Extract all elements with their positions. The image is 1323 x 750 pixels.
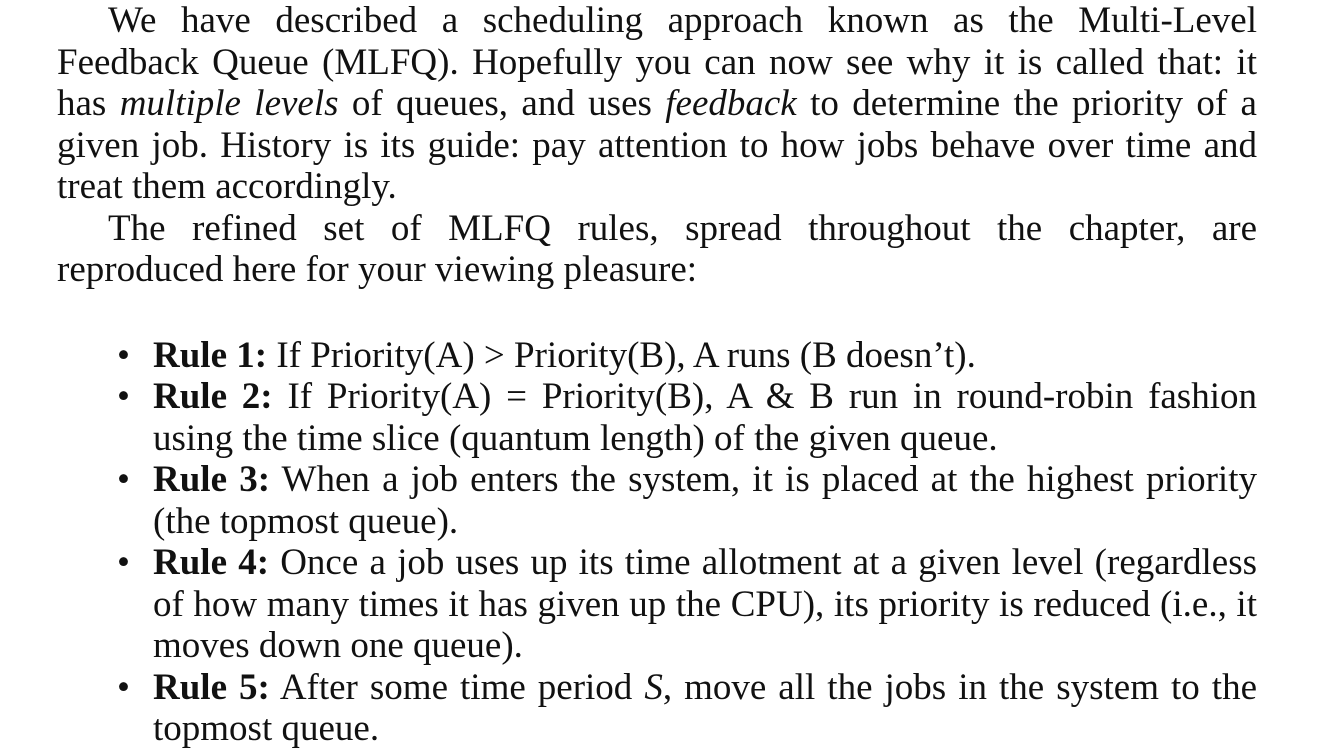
emphasis-feedback: feedback bbox=[665, 83, 797, 124]
bullet-icon: • bbox=[117, 459, 130, 500]
rule-item-2 bbox=[57, 376, 1257, 459]
rules-list bbox=[57, 335, 1257, 750]
emphasis-period-s: S bbox=[644, 666, 663, 708]
bullet-icon: • bbox=[117, 542, 130, 583]
bullet-icon: • bbox=[117, 334, 130, 376]
rule-text: , move all the jobs in the system to the topmost queue. bbox=[153, 666, 1257, 749]
document-page bbox=[57, 0, 1257, 750]
rule-text: Once a job uses up its time allotment at a given level (regardless of how many times it has given up the CPU), its priority is reduced (i.e., it moves down one queue). bbox=[153, 542, 1257, 666]
rule-item-4 bbox=[57, 542, 1257, 667]
rule-item-3 bbox=[57, 459, 1257, 542]
intro-paragraph bbox=[57, 0, 1257, 208]
rule-label: Rule 4: bbox=[153, 542, 270, 583]
rule-item-5 bbox=[57, 667, 1257, 750]
rule-label: Rule 3: bbox=[153, 459, 271, 500]
bullet-icon: • bbox=[117, 376, 130, 417]
rules-intro-paragraph: The refined set of MLFQ rules, spread throughout the chapter, are reproduced here for your viewing pleasure: bbox=[57, 207, 1257, 290]
rule-label: Rule 1: bbox=[153, 334, 268, 376]
rule-label: Rule 2: bbox=[153, 376, 273, 417]
bullet-icon: • bbox=[117, 666, 130, 708]
rule-label: Rule 5: bbox=[153, 666, 270, 708]
intro-text-1: We have described a scheduling approach known as the Multi-Level Feedback Queue (MLFQ). Hopefully you can now see why it is called that: it has bbox=[57, 0, 1257, 124]
rule-text: After some time period bbox=[269, 666, 645, 708]
rule-item-1 bbox=[57, 335, 1257, 377]
rule-text: When a job enters the system, it is placed at the highest priority (the topmost queue). bbox=[153, 459, 1257, 542]
rule-text: If Priority(A) = Priority(B), A & B run in round-robin fashion using the time slice (quantum length) of the given queue. bbox=[153, 376, 1257, 459]
rule-text: If Priority(A) > Priority(B), A runs (B doesn’t). bbox=[267, 334, 976, 376]
intro-text-3: to determine the priority of a given job. History is its guide: pay attention to how jobs behave over time and treat them accordingly. bbox=[57, 83, 1257, 207]
emphasis-multiple-levels: multiple levels bbox=[119, 83, 339, 124]
intro-text-2: of queues, and uses bbox=[338, 83, 666, 124]
